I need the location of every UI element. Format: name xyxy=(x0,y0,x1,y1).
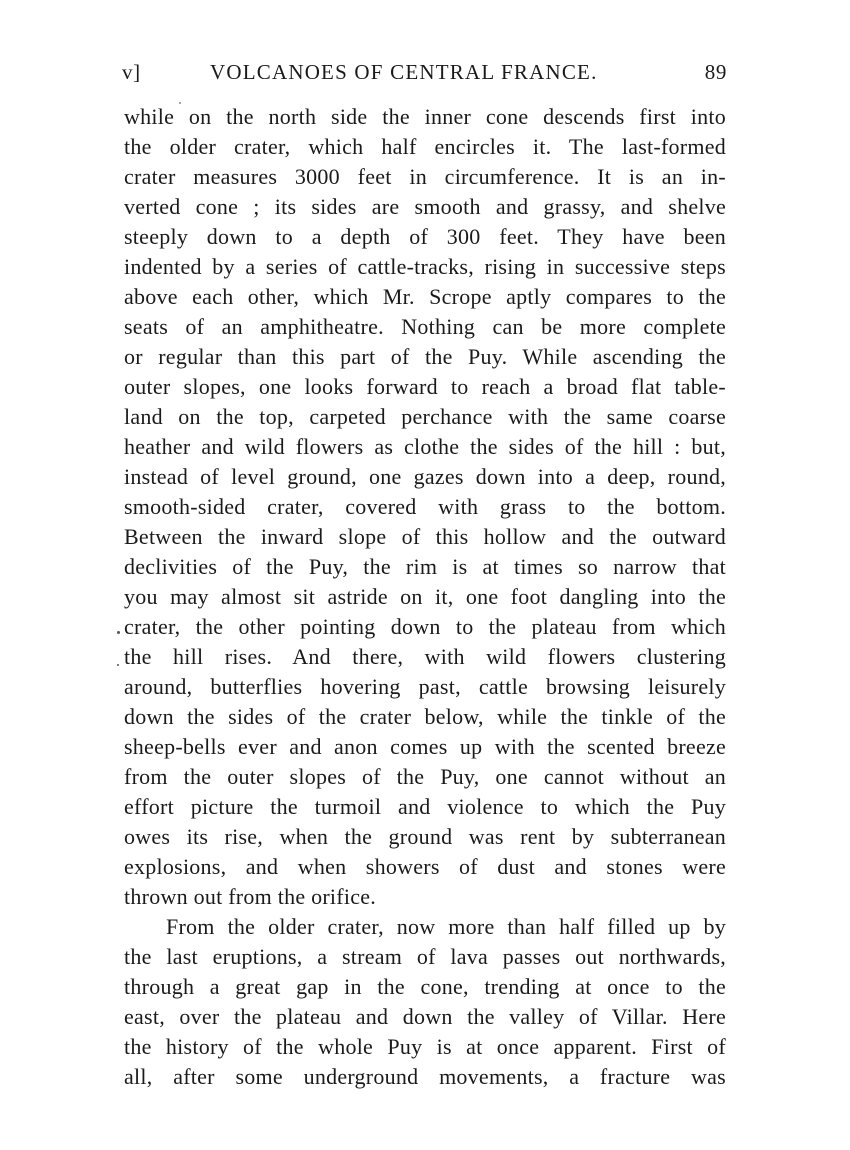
text-line: heather and wild flowers as clothe the sides of the hill : but, xyxy=(124,434,726,459)
text-line: crater, the other pointing down to the plateau from which xyxy=(124,614,726,639)
text-line: thrown out from the orifice. xyxy=(124,884,376,909)
paragraph xyxy=(124,912,726,1092)
text-line: instead of level ground, one gazes down into a deep, round, xyxy=(124,464,726,489)
print-speck xyxy=(117,664,119,666)
text-line: explosions, and when showers of dust and stones were xyxy=(124,854,726,879)
text-line: effort picture the turmoil and violence to which the Puy xyxy=(124,794,726,819)
text-line: seats of an amphitheatre. Nothing can be more complete xyxy=(124,314,726,339)
running-head xyxy=(122,60,727,90)
text-line: crater measures 3000 feet in circumference. It is an in- xyxy=(124,164,726,189)
text-line: while on the north side the inner cone descends first into xyxy=(124,104,726,129)
text-line: or regular than this part of the Puy. While ascending the xyxy=(124,344,726,369)
text-line: down the sides of the crater below, while the tinkle of the xyxy=(124,704,726,729)
text-line: land on the top, carpeted perchance with the same coarse xyxy=(124,404,726,429)
text-line: steeply down to a depth of 300 feet. They have been xyxy=(124,224,726,249)
print-speck xyxy=(179,102,181,104)
text-line: from the outer slopes of the Puy, one cannot without an xyxy=(124,764,726,789)
text-line: the history of the whole Puy is at once apparent. First of xyxy=(124,1034,726,1059)
paragraph xyxy=(124,102,726,912)
text-line: east, over the plateau and down the valley of Villar. Here xyxy=(124,1004,726,1029)
text-line: the hill rises. And there, with wild flowers clustering xyxy=(124,644,726,669)
text-line: From the older crater, now more than half filled up by xyxy=(166,914,726,939)
chapter-marker: v] xyxy=(122,60,141,84)
text-line: Between the inward slope of this hollow and the outward xyxy=(124,524,726,549)
running-title: VOLCANOES OF CENTRAL FRANCE. xyxy=(210,60,598,84)
text-line: through a great gap in the cone, trending at once to the xyxy=(124,974,726,999)
text-line: declivities of the Puy, the rim is at times so narrow that xyxy=(124,554,726,579)
text-line: outer slopes, one looks forward to reach a broad flat table- xyxy=(124,374,726,399)
text-line: verted cone ; its sides are smooth and grassy, and shelve xyxy=(124,194,726,219)
page-number: 89 xyxy=(704,60,727,84)
text-line: sheep-bells ever and anon comes up with the scented breeze xyxy=(124,734,726,759)
text-line: around, butterflies hovering past, cattle browsing leisurely xyxy=(124,674,726,699)
text-line: all, after some underground movements, a fracture was xyxy=(124,1064,726,1089)
text-line: smooth-sided crater, covered with grass to the bottom. xyxy=(124,494,726,519)
print-speck xyxy=(117,631,120,634)
text-line: the older crater, which half encircles it. The last-formed xyxy=(124,134,726,159)
body-text xyxy=(124,102,726,1092)
text-line: you may almost sit astride on it, one foot dangling into the xyxy=(124,584,726,609)
text-line: above each other, which Mr. Scrope aptly compares to the xyxy=(124,284,726,309)
text-line: indented by a series of cattle-tracks, rising in successive steps xyxy=(124,254,726,279)
text-line: the last eruptions, a stream of lava passes out northwards, xyxy=(124,944,726,969)
text-line: owes its rise, when the ground was rent by subterranean xyxy=(124,824,726,849)
